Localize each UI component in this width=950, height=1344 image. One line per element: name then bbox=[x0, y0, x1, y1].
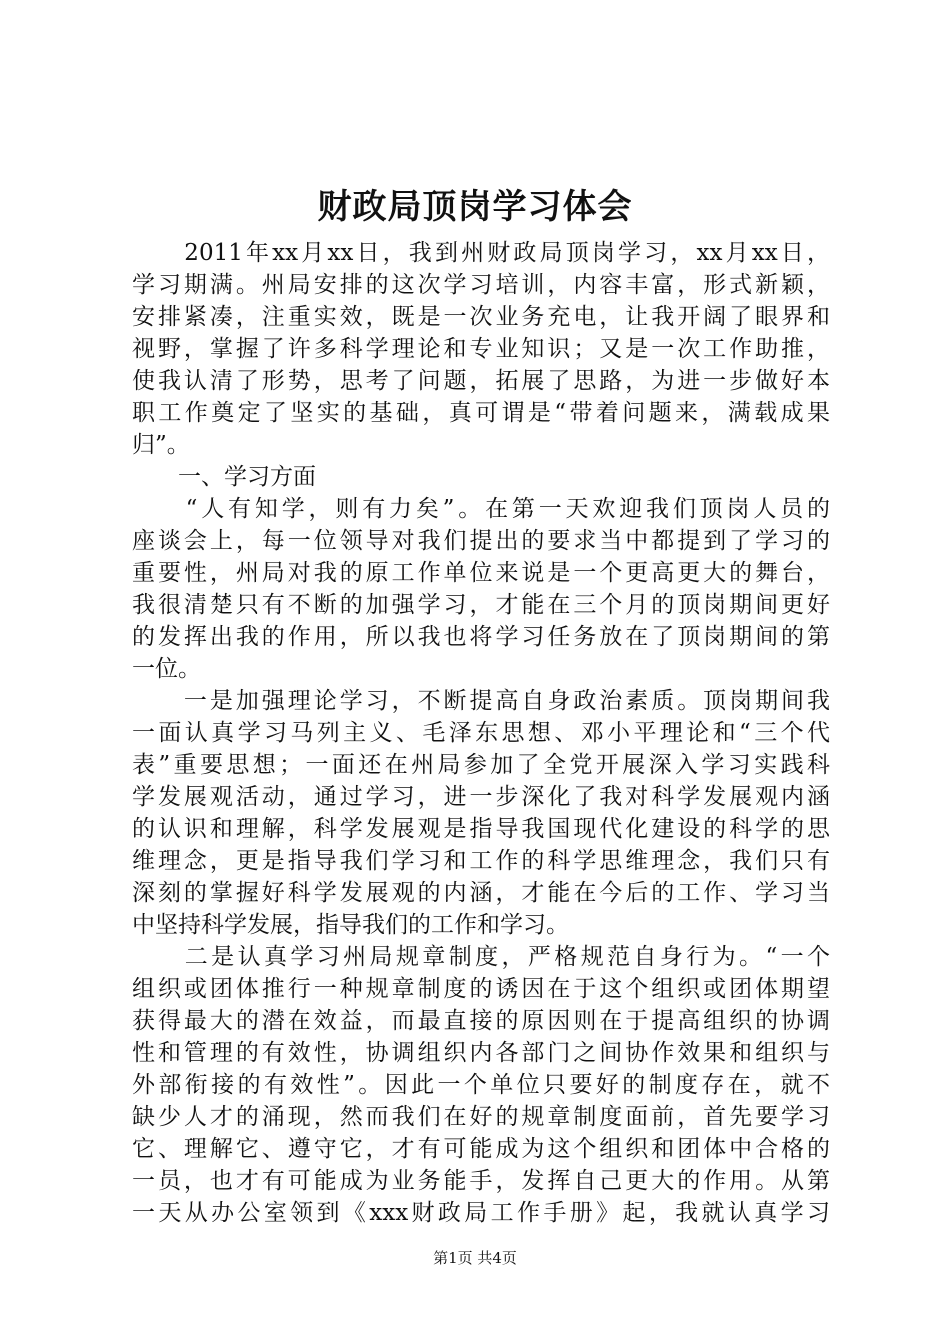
text-line: 重要性，州局对我的原工作单位来说是一个更高更大的舞台， bbox=[132, 560, 830, 586]
text-line: 2011年xx月xx日，我到州财政局顶岗学习，xx月xx日， bbox=[132, 240, 830, 266]
text-line: 缺少人才的涌现，然而我们在好的规章制度面前，首先要学习 bbox=[132, 1104, 830, 1130]
text-line: 我很清楚只有不断的加强学习，才能在三个月的顶岗期间更好 bbox=[132, 592, 830, 618]
text-line: 性和管理的有效性，协调组织内各部门之间协作效果和组织与 bbox=[132, 1040, 830, 1066]
text-line: 中坚持科学发展，指导我们的工作和学习。 bbox=[132, 912, 569, 938]
text-line: 座谈会上，每一位领导对我们提出的要求当中都提到了学习的 bbox=[132, 528, 830, 554]
text-line: 学发展观活动，通过学习，进一步深化了我对科学发展观内涵 bbox=[132, 784, 830, 810]
text-line: 一是加强理论学习，不断提高自身政治素质。顶岗期间我 bbox=[132, 688, 830, 714]
page-footer: 第1页 共4页 bbox=[433, 1249, 517, 1267]
text-line: 维理念，更是指导我们学习和工作的科学思维理念，我们只有 bbox=[132, 848, 830, 874]
text-line: 一位。 bbox=[132, 656, 201, 682]
text-line: 它、理解它、遵守它，才有可能成为这个组织和团体中合格的 bbox=[132, 1136, 830, 1162]
text-line: 一、学习方面 bbox=[132, 464, 316, 490]
text-line: 深刻的掌握好科学发展观的内涵，才能在今后的工作、学习当 bbox=[132, 880, 830, 906]
text-line: 视野，掌握了许多科学理论和专业知识；又是一次工作助推， bbox=[132, 336, 830, 362]
text-line: 获得最大的潜在效益，而最直接的原因则在于提高组织的协调 bbox=[132, 1008, 830, 1034]
text-line: 安排紧凑，注重实效，既是一次业务充电，让我开阔了眼界和 bbox=[132, 304, 830, 330]
text-line: 一天从办公室领到《xxx财政局工作手册》起，我就认真学习 bbox=[132, 1200, 830, 1226]
text-line: 二是认真学习州局规章制度，严格规范自身行为。“一个 bbox=[132, 944, 830, 970]
text-line: 一面认真学习马列主义、毛泽东思想、邓小平理论和“三个代 bbox=[132, 720, 830, 746]
text-line: 表”重要思想；一面还在州局参加了全党开展深入学习实践科 bbox=[132, 752, 830, 778]
document-body bbox=[132, 237, 830, 1229]
text-line: 组织或团体推行一种规章制度的诱因在于这个组织或团体期望 bbox=[132, 976, 830, 1002]
text-line: 使我认清了形势，思考了问题，拓展了思路，为进一步做好本 bbox=[132, 368, 830, 394]
text-line: 学习期满。州局安排的这次学习培训，内容丰富，形式新颖， bbox=[132, 272, 830, 298]
text-line: 归”。 bbox=[132, 432, 190, 458]
text-line: 的发挥出我的作用，所以我也将学习任务放在了顶岗期间的第 bbox=[132, 624, 830, 650]
text-line: 的认识和理解，科学发展观是指导我国现代化建设的科学的思 bbox=[132, 816, 830, 842]
document-title: 财政局顶岗学习体会 bbox=[317, 187, 633, 227]
text-line: 外部衔接的有效性”。因此一个单位只要好的制度存在，就不 bbox=[132, 1072, 830, 1098]
text-line: 一员，也才有可能成为业务能手，发挥自己更大的作用。从第 bbox=[132, 1168, 830, 1194]
text-line: “人有知学，则有力矣”。在第一天欢迎我们顶岗人员的 bbox=[132, 496, 830, 522]
text-line: 职工作奠定了坚实的基础，真可谓是“带着问题来，满载成果 bbox=[132, 400, 830, 426]
